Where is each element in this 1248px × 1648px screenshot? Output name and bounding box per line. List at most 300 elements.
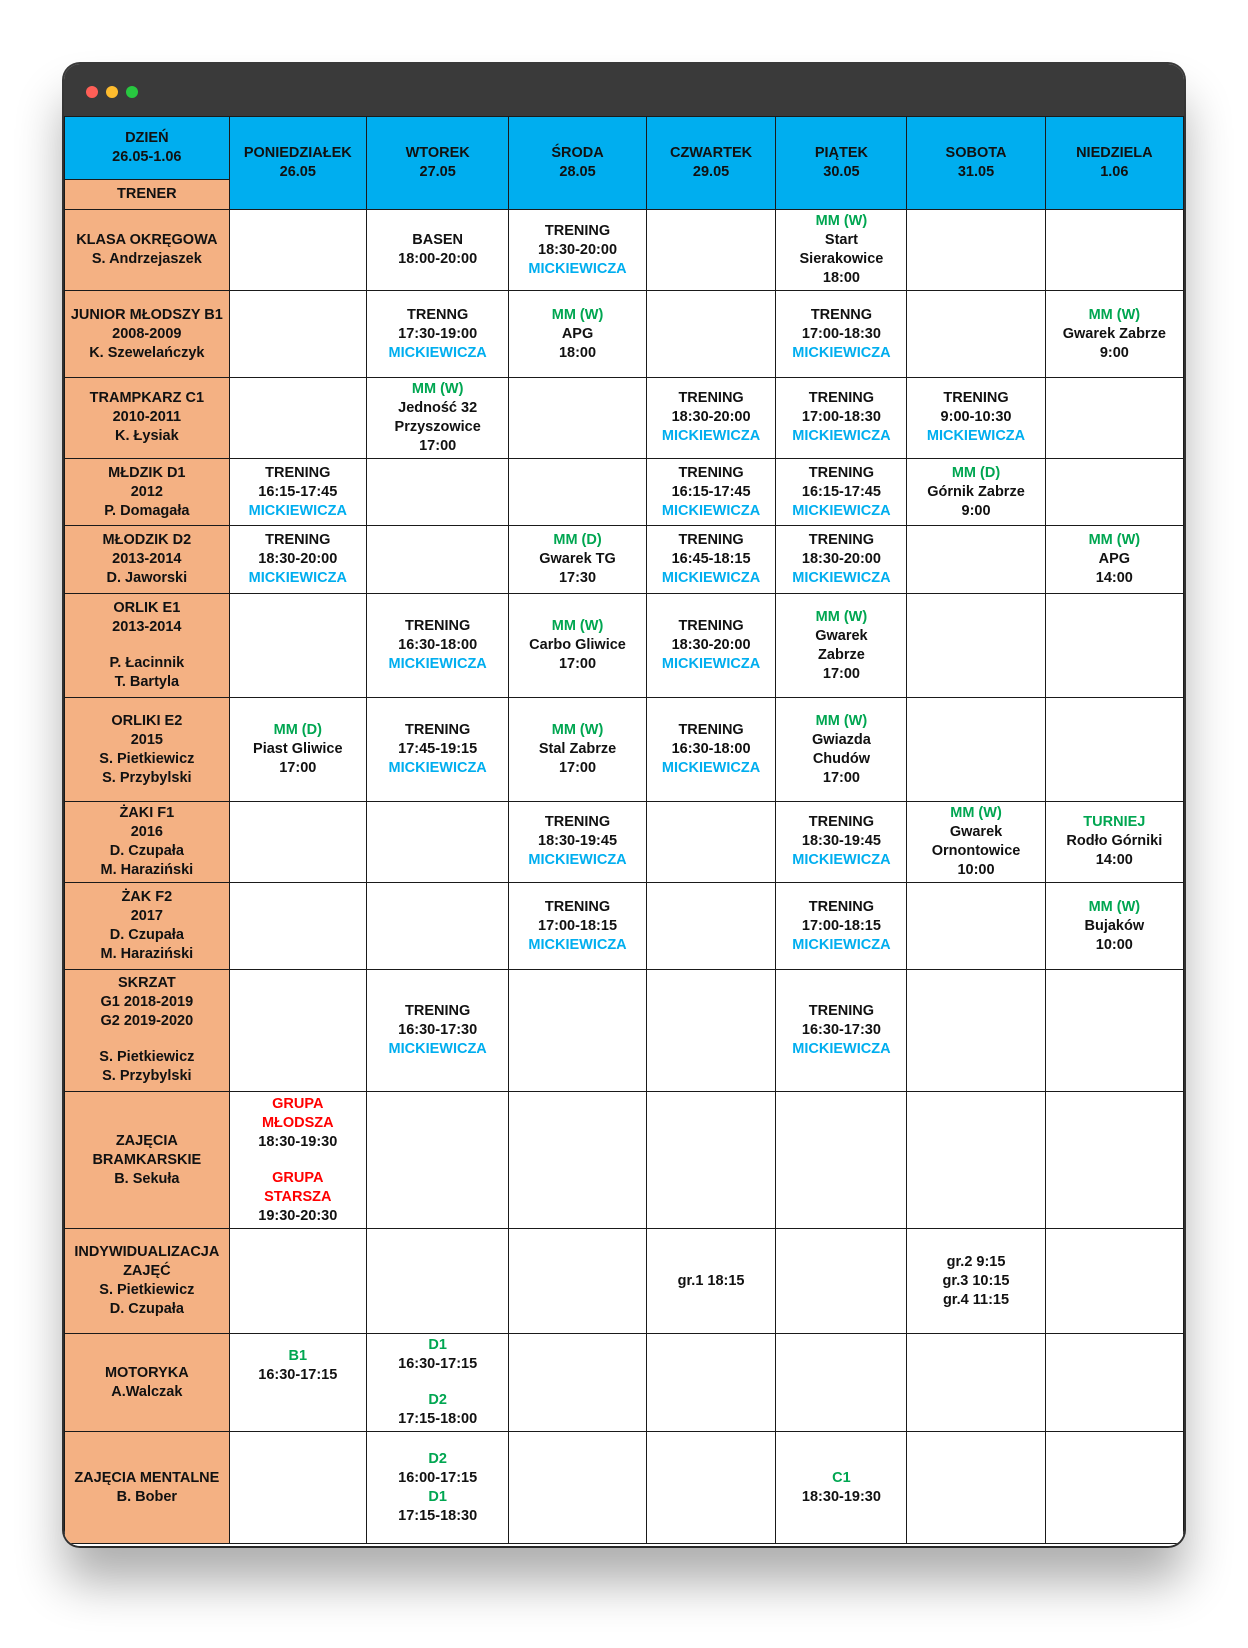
event-line: TRENING bbox=[544, 814, 611, 831]
team-line: P. Łacinnik bbox=[109, 655, 185, 672]
schedule-cell-sunday bbox=[1045, 1091, 1183, 1229]
day-date: 27.05 bbox=[419, 164, 456, 180]
schedule-cell-friday bbox=[776, 882, 907, 970]
schedule-cell-thursday bbox=[646, 882, 776, 970]
team-line bbox=[67, 1031, 227, 1048]
event-line: 18:30-19:30 bbox=[801, 1488, 881, 1505]
event-line: Piast Gliwice bbox=[253, 741, 343, 757]
event-line: Gwarek Zabrze bbox=[1062, 325, 1166, 342]
team-line: ŻAKI F1 bbox=[119, 804, 175, 821]
schedule-row bbox=[65, 594, 1184, 697]
event-line: MICKIEWICZA bbox=[528, 936, 627, 953]
schedule-cell-tuesday bbox=[366, 1333, 509, 1431]
team-line: 2013-2014 bbox=[112, 619, 182, 636]
day-name: NIEDZIELA bbox=[1076, 145, 1153, 161]
event-line: 18:30-20:00 bbox=[258, 551, 338, 568]
team-line: 2013-2014 bbox=[112, 551, 182, 568]
schedule-cell-saturday bbox=[907, 1333, 1045, 1431]
event-line: TRENING bbox=[808, 814, 875, 831]
event-line: 17:00 bbox=[822, 665, 860, 682]
schedule-cell-thursday bbox=[646, 1432, 776, 1544]
schedule-cell-monday bbox=[229, 1432, 366, 1544]
schedule-cell-sunday bbox=[1045, 291, 1183, 378]
schedule-cell-thursday bbox=[646, 1333, 776, 1431]
team-cell bbox=[65, 802, 230, 882]
team-line: A.Walczak bbox=[111, 1383, 183, 1400]
team-line: KLASA OKRĘGOWA bbox=[76, 232, 218, 249]
schedule-cell-wednesday bbox=[509, 210, 646, 291]
schedule-cell-monday bbox=[229, 291, 366, 378]
schedule-cell-monday bbox=[229, 594, 366, 697]
team-line: M. Haraziński bbox=[100, 946, 194, 963]
event-line: TURNIEJ bbox=[1083, 814, 1146, 831]
schedule-cell-saturday bbox=[907, 1229, 1045, 1333]
event-line: TRENNG bbox=[810, 306, 873, 323]
schedule-row bbox=[65, 1432, 1184, 1544]
day-header-thursday bbox=[646, 117, 776, 210]
event-line: TRENING bbox=[808, 1002, 875, 1019]
schedule-cell-saturday bbox=[907, 291, 1045, 378]
event-line: Chudów bbox=[812, 750, 871, 767]
schedule-cell-monday bbox=[229, 970, 366, 1091]
team-line: 2017 bbox=[130, 908, 163, 925]
event-line: Stal Zabrze bbox=[538, 741, 617, 757]
schedule-cell-tuesday bbox=[366, 210, 509, 291]
event-line: MM (W) bbox=[411, 380, 464, 397]
schedule-cell-thursday bbox=[646, 458, 776, 526]
event-line: 10:00 bbox=[957, 861, 995, 878]
event-line: MICKIEWICZA bbox=[926, 428, 1026, 445]
event-line: TRENING bbox=[678, 390, 744, 407]
team-line: ORLIKI E2 bbox=[111, 712, 183, 729]
event-line: 17:00 bbox=[822, 769, 860, 786]
schedule-cell-sunday bbox=[1045, 378, 1183, 458]
event-line: 17:30-19:00 bbox=[398, 325, 478, 342]
schedule-cell-monday bbox=[229, 1333, 366, 1431]
day-header-sunday bbox=[1045, 117, 1183, 210]
event-line: Carbo Gliwice bbox=[529, 637, 626, 654]
event-line: TRENNG bbox=[407, 306, 469, 323]
trener-header-cell: TRENER bbox=[65, 180, 230, 210]
team-line: M. Haraziński bbox=[100, 861, 194, 878]
event-line: GRUPA bbox=[272, 1095, 324, 1112]
schedule-cell-monday bbox=[229, 802, 366, 882]
team-line: 2015 bbox=[130, 731, 163, 748]
schedule-row bbox=[65, 802, 1184, 882]
event-line: 18:30-20:00 bbox=[538, 241, 618, 258]
event-line: 16:30-18:00 bbox=[671, 741, 751, 757]
day-header-tuesday bbox=[366, 117, 509, 210]
event-line: TRENING bbox=[405, 722, 471, 738]
event-line: 16:15-17:45 bbox=[671, 483, 751, 500]
event-line: 16:15-17:45 bbox=[258, 483, 338, 500]
event-line: MICKIEWICZA bbox=[388, 760, 487, 776]
event-line: MM (W) bbox=[815, 213, 868, 230]
event-line: MICKIEWICZA bbox=[792, 1040, 891, 1057]
team-cell bbox=[65, 594, 230, 697]
team-line: MOTORYKA bbox=[104, 1364, 189, 1381]
event-line: TRENING bbox=[678, 532, 744, 549]
schedule-cell-tuesday bbox=[366, 1091, 509, 1229]
event-line: Rodło Górniki bbox=[1066, 833, 1163, 850]
maximize-window-button[interactable] bbox=[126, 86, 138, 98]
schedule-row bbox=[65, 526, 1184, 594]
team-line: MŁODZIK D2 bbox=[102, 532, 192, 549]
minimize-window-button[interactable] bbox=[106, 86, 118, 98]
team-line: 2008-2009 bbox=[112, 325, 182, 342]
event-line: 18:30-20:00 bbox=[671, 637, 751, 654]
event-line: TRENING bbox=[405, 1002, 471, 1019]
event-line: 9:00 bbox=[1099, 344, 1129, 361]
schedule-cell-wednesday bbox=[509, 378, 646, 458]
event-line: 17:00-18:30 bbox=[801, 409, 881, 426]
day-date: 31.05 bbox=[957, 164, 995, 180]
event-line: MM (D) bbox=[951, 464, 1001, 481]
team-line: INDYWIDUALIZACJA bbox=[74, 1244, 220, 1261]
event-line: MM (D) bbox=[273, 722, 322, 738]
event-line: Gwarek TG bbox=[539, 551, 616, 568]
event-line: MŁODSZA bbox=[261, 1114, 334, 1131]
schedule-cell-monday bbox=[229, 1229, 366, 1333]
event-line: MICKIEWICZA bbox=[248, 502, 347, 519]
event-line: gr.2 9:15 bbox=[946, 1253, 1006, 1270]
event-line: MICKIEWICZA bbox=[792, 428, 891, 445]
dzien-header-cell bbox=[65, 117, 230, 180]
team-line: 2010-2011 bbox=[112, 409, 182, 426]
schedule-row bbox=[65, 882, 1184, 970]
event-line: 18:30-19:45 bbox=[538, 833, 618, 850]
schedule-cell-thursday bbox=[646, 594, 776, 697]
event-line: D2 bbox=[428, 1450, 447, 1467]
event-line: 16:30-17:30 bbox=[398, 1021, 478, 1038]
schedule-cell-friday bbox=[776, 1333, 907, 1431]
event-line: MICKIEWICZA bbox=[792, 570, 891, 587]
event-line: MICKIEWICZA bbox=[661, 656, 761, 673]
event-line: gr.1 18:15 bbox=[677, 1272, 745, 1289]
event-line: 16:30-17:15 bbox=[398, 1356, 478, 1372]
schedule-cell-sunday bbox=[1045, 802, 1183, 882]
day-name: SOBOTA bbox=[945, 145, 1007, 161]
team-line: S. Przybylski bbox=[102, 769, 192, 786]
schedule-cell-tuesday bbox=[366, 970, 509, 1091]
schedule-cell-friday bbox=[776, 458, 907, 526]
app-window bbox=[64, 64, 1184, 1546]
event-line: MM (W) bbox=[551, 722, 604, 738]
event-line: MM (W) bbox=[950, 804, 1002, 821]
schedule-cell-sunday bbox=[1045, 458, 1183, 526]
event-line: MICKIEWICZA bbox=[528, 260, 627, 277]
schedule-cell-friday bbox=[776, 291, 907, 378]
schedule-cell-friday bbox=[776, 210, 907, 291]
event-line: 18:30-19:30 bbox=[258, 1133, 338, 1150]
event-line: B1 bbox=[288, 1347, 308, 1364]
event-line: 17:15-18:00 bbox=[398, 1411, 478, 1427]
header-row bbox=[65, 117, 1184, 180]
event-line: 18:30-20:00 bbox=[801, 551, 881, 568]
schedule-cell-wednesday bbox=[509, 291, 646, 378]
event-line: MICKIEWICZA bbox=[388, 656, 487, 673]
event-line: BASEN bbox=[412, 232, 464, 249]
schedule-row bbox=[65, 458, 1184, 526]
team-line: ZAJĘĆ bbox=[123, 1263, 171, 1280]
event-line: TRENING bbox=[808, 464, 875, 481]
event-line: 16:45-18:15 bbox=[671, 551, 751, 568]
event-line: 16:30-18:00 bbox=[398, 637, 478, 654]
day-date: 1.06 bbox=[1100, 164, 1129, 180]
event-line: MM (W) bbox=[1088, 532, 1141, 549]
team-cell bbox=[65, 526, 230, 594]
schedule-cell-thursday bbox=[646, 526, 776, 594]
schedule-cell-friday bbox=[776, 526, 907, 594]
event-line: 17:00-18:15 bbox=[801, 917, 881, 934]
schedule-cell-monday bbox=[229, 1091, 366, 1229]
event-line: 18:00 bbox=[558, 344, 597, 361]
event-line: 17:30 bbox=[558, 570, 597, 587]
schedule-cell-thursday bbox=[646, 210, 776, 291]
day-name: PIĄTEK bbox=[814, 145, 869, 161]
event-line: 16:30-17:30 bbox=[801, 1021, 881, 1038]
event-line: STARSZA bbox=[264, 1188, 332, 1205]
event-line: MICKIEWICZA bbox=[792, 936, 891, 953]
team-line: TRAMPKARZ C1 bbox=[89, 390, 205, 407]
event-line: D1 bbox=[428, 1488, 447, 1505]
schedule-cell-sunday bbox=[1045, 882, 1183, 970]
team-cell bbox=[65, 210, 230, 291]
schedule-cell-wednesday bbox=[509, 526, 646, 594]
schedule-cell-friday bbox=[776, 697, 907, 801]
day-name: WTOREK bbox=[405, 145, 470, 161]
schedule-cell-friday bbox=[776, 1091, 907, 1229]
team-line: 2012 bbox=[130, 483, 163, 500]
schedule-cell-wednesday bbox=[509, 802, 646, 882]
schedule-cell-wednesday bbox=[509, 458, 646, 526]
schedule-row bbox=[65, 1333, 1184, 1431]
event-line: TRENING bbox=[808, 390, 875, 407]
day-name: PONIEDZIAŁEK bbox=[243, 145, 352, 161]
event-line: Start bbox=[824, 232, 858, 249]
day-header-monday bbox=[229, 117, 366, 210]
event-line: 18:30-19:45 bbox=[801, 833, 881, 850]
schedule-cell-tuesday bbox=[366, 1432, 509, 1544]
event-line: MICKIEWICZA bbox=[661, 428, 761, 445]
team-line: BRAMKARSKIE bbox=[92, 1151, 202, 1168]
schedule-cell-friday bbox=[776, 802, 907, 882]
team-line: ZAJĘCIA MENTALNE bbox=[74, 1469, 220, 1486]
schedule-cell-monday bbox=[229, 210, 366, 291]
event-line: 17:00 bbox=[558, 760, 597, 776]
event-line: MM (W) bbox=[1088, 898, 1141, 915]
schedule-row bbox=[65, 378, 1184, 458]
event-line: 9:00-10:30 bbox=[940, 409, 1012, 426]
event-line: Ornontowice bbox=[931, 842, 1021, 859]
schedule-table bbox=[64, 116, 1184, 1544]
event-line: 10:00 bbox=[1095, 936, 1133, 953]
event-line: 16:30-17:15 bbox=[258, 1366, 338, 1383]
event-line: 16:00-17:15 bbox=[398, 1469, 478, 1486]
team-cell bbox=[65, 882, 230, 970]
schedule-cell-monday bbox=[229, 526, 366, 594]
schedule-cell-thursday bbox=[646, 697, 776, 801]
schedule-cell-wednesday bbox=[509, 1229, 646, 1333]
day-name: ŚRODA bbox=[551, 145, 604, 161]
schedule-cell-tuesday bbox=[366, 378, 509, 458]
team-line: D. Jaworski bbox=[106, 570, 188, 587]
schedule-cell-wednesday bbox=[509, 594, 646, 697]
event-line: Sierakowice bbox=[799, 251, 884, 268]
schedule-cell-tuesday bbox=[366, 594, 509, 697]
event-line: MICKIEWICZA bbox=[661, 502, 761, 519]
team-line: T. Bartyla bbox=[114, 674, 180, 691]
schedule-cell-saturday bbox=[907, 882, 1045, 970]
day-header-saturday bbox=[907, 117, 1045, 210]
team-line: SKRZAT bbox=[117, 975, 176, 992]
event-line: GRUPA bbox=[272, 1169, 324, 1186]
event-line: Górnik Zabrze bbox=[927, 483, 1025, 500]
schedule-cell-saturday bbox=[907, 1091, 1045, 1229]
schedule-cell-friday bbox=[776, 1432, 907, 1544]
schedule-cell-saturday bbox=[907, 458, 1045, 526]
schedule-cell-saturday bbox=[907, 1432, 1045, 1544]
team-line: D. Czupała bbox=[109, 1301, 184, 1318]
team-line: S. Pietkiewicz bbox=[99, 1049, 195, 1066]
schedule-cell-monday bbox=[229, 458, 366, 526]
dzien-label: DZIEŃ bbox=[125, 130, 169, 146]
event-line: TRENING bbox=[678, 464, 744, 481]
schedule-cell-saturday bbox=[907, 802, 1045, 882]
schedule-cell-thursday bbox=[646, 802, 776, 882]
day-date: 30.05 bbox=[823, 164, 860, 180]
day-name: CZWARTEK bbox=[669, 145, 753, 161]
team-line: B. Sekuła bbox=[114, 1170, 180, 1187]
schedule-body bbox=[65, 210, 1184, 1544]
event-line: MICKIEWICZA bbox=[661, 570, 761, 587]
schedule-cell-monday bbox=[229, 882, 366, 970]
event-line: MM (W) bbox=[551, 618, 604, 635]
date-range-label: 26.05-1.06 bbox=[112, 149, 182, 165]
schedule-cell-thursday bbox=[646, 1229, 776, 1333]
team-cell bbox=[65, 291, 230, 378]
event-line: Zabrze bbox=[818, 646, 865, 663]
team-line: S. Pietkiewicz bbox=[99, 1282, 195, 1299]
schedule-cell-tuesday bbox=[366, 1229, 509, 1333]
team-cell bbox=[65, 1091, 230, 1229]
event-line: TRENING bbox=[405, 618, 471, 635]
event-line bbox=[369, 1374, 507, 1391]
event-line: MICKIEWICZA bbox=[792, 852, 891, 869]
event-line: 17:45-19:15 bbox=[398, 741, 478, 757]
event-line: TRENING bbox=[808, 532, 875, 549]
schedule-cell-friday bbox=[776, 970, 907, 1091]
event-line: TRENING bbox=[265, 464, 331, 481]
event-line: TRENING bbox=[544, 222, 611, 239]
schedule-row bbox=[65, 210, 1184, 291]
schedule-cell-sunday bbox=[1045, 1229, 1183, 1333]
event-line: MM (W) bbox=[1088, 306, 1141, 323]
event-line: APG bbox=[561, 325, 594, 342]
close-window-button[interactable] bbox=[86, 86, 98, 98]
event-line: 14:00 bbox=[1095, 852, 1133, 869]
day-date: 26.05 bbox=[279, 164, 316, 180]
event-line: 17:00-18:30 bbox=[801, 325, 881, 342]
event-line: 18:30-20:00 bbox=[671, 409, 751, 426]
event-line: MICKIEWICZA bbox=[528, 852, 627, 869]
team-line: G2 2019-2020 bbox=[100, 1013, 194, 1030]
event-line: TRENING bbox=[678, 618, 744, 635]
event-line: 17:00 bbox=[558, 656, 597, 673]
event-line: 17:00 bbox=[419, 437, 457, 454]
event-line: Gwiazda bbox=[812, 731, 871, 748]
team-cell bbox=[65, 458, 230, 526]
schedule-cell-saturday bbox=[907, 970, 1045, 1091]
schedule-cell-sunday bbox=[1045, 210, 1183, 291]
schedule-cell-wednesday bbox=[509, 1091, 646, 1229]
schedule-cell-saturday bbox=[907, 378, 1045, 458]
schedule-row bbox=[65, 970, 1184, 1091]
schedule-cell-tuesday bbox=[366, 697, 509, 801]
schedule-cell-thursday bbox=[646, 1091, 776, 1229]
day-date: 28.05 bbox=[559, 164, 596, 180]
event-line: MM (W) bbox=[815, 712, 868, 729]
team-line: S. Przybylski bbox=[102, 1068, 192, 1085]
schedule-cell-thursday bbox=[646, 970, 776, 1091]
team-line: ORLIK E1 bbox=[113, 600, 181, 617]
event-line: C1 bbox=[832, 1469, 851, 1486]
schedule-cell-wednesday bbox=[509, 970, 646, 1091]
team-line: K. Łysiak bbox=[115, 428, 179, 445]
team-line: G1 2018-2019 bbox=[100, 994, 194, 1011]
team-cell bbox=[65, 1333, 230, 1431]
schedule-cell-saturday bbox=[907, 210, 1045, 291]
event-line: 17:15-18:30 bbox=[398, 1507, 478, 1524]
schedule-cell-sunday bbox=[1045, 697, 1183, 801]
event-line: Gwarek bbox=[949, 823, 1003, 840]
team-line: MŁDZIK D1 bbox=[108, 464, 186, 481]
event-line: Bujaków bbox=[1084, 917, 1145, 934]
schedule-cell-thursday bbox=[646, 378, 776, 458]
event-line: 9:00 bbox=[961, 502, 991, 519]
title-bar bbox=[64, 64, 1184, 116]
schedule-cell-sunday bbox=[1045, 594, 1183, 697]
team-line: S. Pietkiewicz bbox=[99, 750, 195, 767]
schedule-cell-sunday bbox=[1045, 1432, 1183, 1544]
schedule-cell-tuesday bbox=[366, 291, 509, 378]
schedule-cell-sunday bbox=[1045, 526, 1183, 594]
event-line: MM (W) bbox=[815, 608, 868, 625]
event-line: MICKIEWICZA bbox=[388, 344, 487, 361]
event-line bbox=[232, 1385, 364, 1402]
team-cell bbox=[65, 1432, 230, 1544]
event-line: APG bbox=[1098, 551, 1131, 568]
schedule-cell-tuesday bbox=[366, 458, 509, 526]
team-line: B. Bober bbox=[116, 1488, 178, 1505]
team-line: S. Andrzejaszek bbox=[91, 251, 202, 268]
schedule-cell-monday bbox=[229, 378, 366, 458]
event-line: MM (W) bbox=[551, 306, 604, 323]
event-line: gr.3 10:15 bbox=[942, 1272, 1010, 1289]
team-cell bbox=[65, 697, 230, 801]
event-line: 16:15-17:45 bbox=[801, 483, 881, 500]
schedule-cell-friday bbox=[776, 594, 907, 697]
event-line: MICKIEWICZA bbox=[388, 1040, 487, 1057]
event-line bbox=[232, 1402, 364, 1419]
event-line: TRENING bbox=[808, 898, 875, 915]
event-line: TRENING bbox=[943, 390, 1009, 407]
team-line: P. Domagała bbox=[104, 502, 190, 519]
schedule-cell-saturday bbox=[907, 594, 1045, 697]
schedule-cell-sunday bbox=[1045, 970, 1183, 1091]
event-line: 19:30-20:30 bbox=[258, 1207, 338, 1224]
event-line: D1 bbox=[428, 1337, 447, 1353]
